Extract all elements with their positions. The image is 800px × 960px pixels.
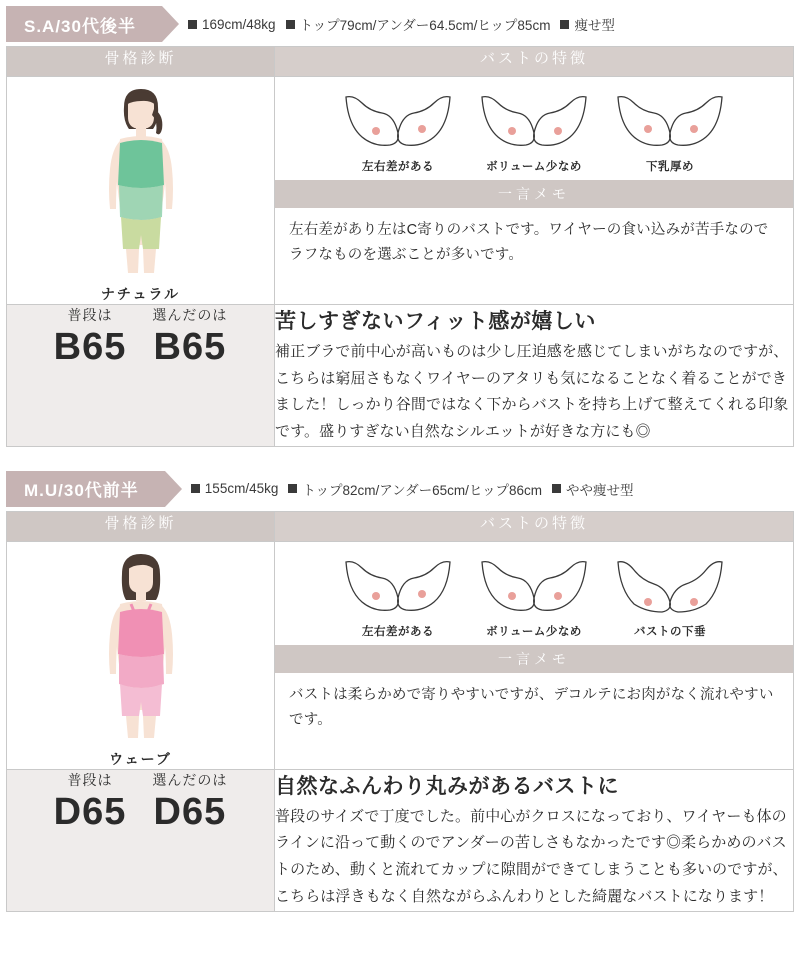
bust-feature-item [333,554,463,639]
spec-text: 155cm/45kg [204,481,279,497]
review-page [0,6,800,912]
spec-item [560,14,615,34]
bust-shape-asymmetric-icon [338,89,458,151]
size-cell [7,769,275,911]
entry-table [6,46,794,447]
spec-text: やや痩せ型 [566,482,634,498]
chosen-size-block [152,305,227,369]
table-header-row [7,47,794,77]
header-skeleton: 骨格診断 [7,511,275,541]
bust-feature-item [469,89,599,174]
chosen-size-label: 選んだのは [152,307,228,323]
spec-item [288,479,542,499]
spec-item [552,479,634,499]
usual-size-value: B65 [53,326,127,368]
review-text: 補正ブラで前中心が高いものは少し圧迫感を感じてしまいがちなのですが、こちらは窮屈さもなくワイヤーのアタリも気になることなく着ることができました！しっかり谷間ではなく下からバストを持ち上げて整えてくれる印象です。盛りすぎない自然なシルエットが好きな方にも◎ [275,343,789,441]
bust-features-cell [275,541,794,769]
spec-item [191,481,279,496]
square-bullet-icon [288,484,297,493]
body-figure-natural-icon [46,77,236,277]
skeleton-type-label: ウェーブ [109,750,172,767]
figure-cell [7,77,275,305]
figure-cell [7,541,275,769]
spec-text: 痩せ型 [574,18,615,33]
profile-name: M.U/30代前半 [6,471,165,507]
bust-features-cell [275,77,794,305]
body-figure-wave-icon [46,542,236,742]
square-bullet-icon [286,20,295,29]
spec-text: トップ79cm/アンダー64.5cm/ヒップ85cm [299,18,551,33]
bust-feature-item [605,554,735,639]
bust-feature-label: ボリューム少なめ [486,161,582,173]
entry-table [6,511,794,912]
bust-feature-label: 左右差がある [362,161,434,173]
memo-header: 一言メモ [275,180,793,208]
profile-bar [6,6,794,42]
square-bullet-icon [552,484,561,493]
bust-feature-list [275,542,793,645]
bust-feature-label: ボリューム少なめ [486,625,582,638]
table-header-row [7,511,794,541]
table-body-row [7,541,794,769]
square-bullet-icon [191,484,200,493]
usual-size-block [54,305,127,369]
spec-text: 169cm/48kg [201,16,276,32]
header-skeleton: 骨格診断 [7,47,275,77]
profile-bar [6,471,794,507]
bust-shape-asymmetric-icon [338,554,458,616]
chosen-size-value: B65 [153,326,227,368]
chosen-size-block [152,770,227,834]
spec-item [188,17,276,32]
bust-feature-item [333,89,463,174]
profile-name: S.A/30代後半 [6,6,162,42]
review-cell [275,769,794,911]
usual-size-label: 普段は [67,307,113,323]
bust-shape-low-volume-icon [474,89,594,151]
bust-feature-item [469,554,599,639]
usual-size-label: 普段は [67,771,113,788]
memo-text: バストは柔らかめで寄りやすいですが、デコルテにお肉がなく流れやすいです。 [289,686,774,729]
bust-shape-low-volume-icon [474,554,594,616]
bust-feature-label: 下乳厚め [646,161,694,173]
profile-specs [165,471,794,507]
bust-shape-sagging-icon [610,554,730,616]
bust-feature-item [605,89,735,174]
size-review-row [7,769,794,911]
bust-feature-label: 左右差がある [362,625,434,638]
size-review-row [7,305,794,447]
section-divider [6,447,794,465]
chosen-size-label: 選んだのは [152,771,228,788]
memo-header: 一言メモ [275,645,793,673]
bust-feature-label: バストの下垂 [634,625,706,638]
size-cell [7,305,275,447]
review-cell [275,305,794,447]
spec-text: トップ82cm/アンダー65cm/ヒップ86cm [302,482,542,498]
chosen-size-value: D65 [153,790,227,833]
bust-shape-thick-lower-icon [610,89,730,151]
header-bust-features: バストの特徴 [275,47,794,77]
review-text: 普段のサイズで丁度でした。前中心がクロスになっており、ワイヤーも体のラインに沿って動くのでアンダーの苦しさもなかったです◎柔らかめのバストのため、動くと流れてカップに隙間ができてしまうことも多いのですが、こちらは浮きもなく自然ながらふんわりとした綺麗なバストになります！ [275,807,788,905]
profile-specs [162,6,794,42]
square-bullet-icon [188,20,197,29]
table-body-row [7,77,794,305]
bust-feature-list [275,77,793,180]
usual-size-block [54,770,127,834]
square-bullet-icon [560,20,569,29]
memo-text: 左右差があり左はC寄りのバストです。ワイヤーの食い込みが苦手なのでラフなものを選ぶことが多いです。 [289,222,769,264]
skeleton-type-label: ナチュラル [100,286,181,302]
spec-item [286,14,551,34]
review-title: 自然なふんわり丸みがあるバストに [275,774,619,798]
review-title: 苦しすぎないフィット感が嬉しい [275,310,596,333]
header-bust-features: バストの特徴 [275,511,794,541]
usual-size-value: D65 [53,790,127,833]
